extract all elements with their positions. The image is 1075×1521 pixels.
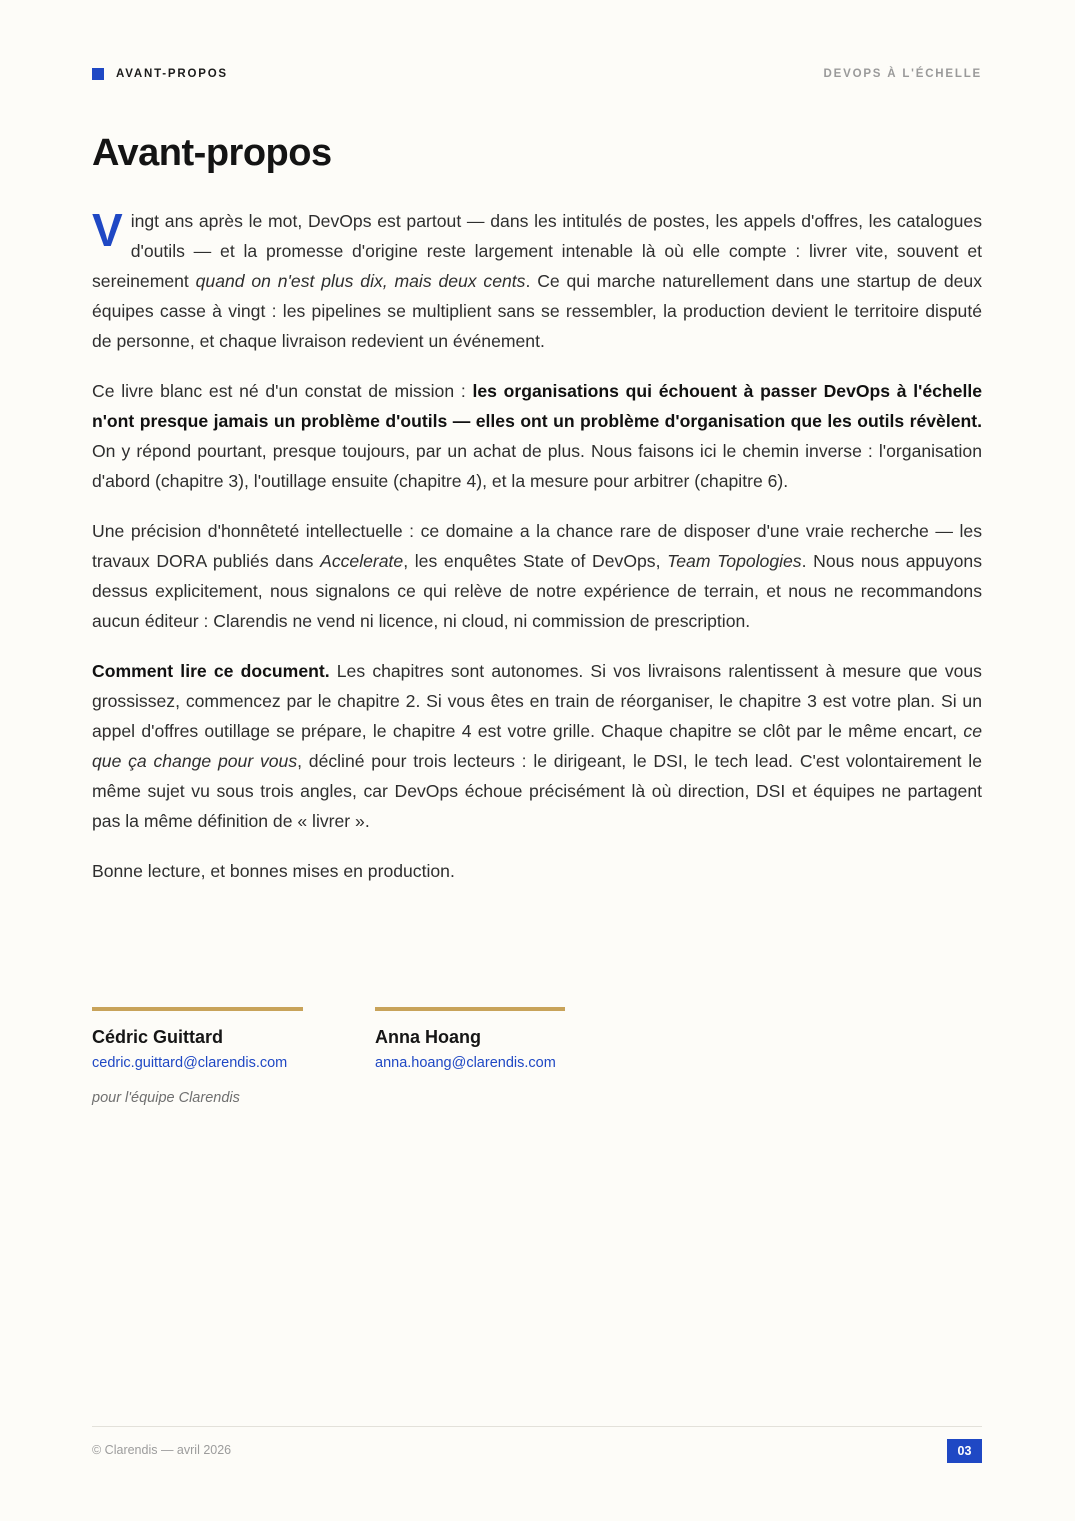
paragraph-thesis [92, 376, 982, 496]
body-text [92, 206, 982, 906]
author-email-link[interactable]: cedric.guittard@clarendis.com [92, 1055, 288, 1071]
author-name: Anna Hoang [375, 1027, 481, 1047]
text-run: ingt ans après le mot, DevOps est partout — dans les intitulés de postes, les appels d'offres, les catalogues d'outils — et la promesse d'origine reste largement intenable là où elle compte : livrer vite, souvent et sereinement [92, 211, 982, 291]
page-header [92, 66, 982, 82]
author-name: Cédric Guittard [92, 1027, 224, 1047]
lead-in: Comment lire ce document. [92, 661, 330, 681]
section-label: AVANT-PROPOS [116, 68, 228, 80]
signature-block [92, 1007, 303, 1073]
text-run: , décliné pour trois lecteurs : le dirigeant, le DSI, le tech lead. C'est volontairement le même sujet vu sous trois angles, car DevOps échoue précisément là où direction, DSI et équipes ne partagent pas la même définition de « livrer ». [92, 751, 982, 831]
paragraph-intro [92, 206, 982, 356]
drop-cap: V [92, 204, 123, 256]
section-marker [92, 68, 104, 80]
signature-rule [375, 1007, 565, 1011]
text-run: , les enquêtes State of DevOps, [403, 551, 668, 571]
text-run: Bonne lecture, et bonnes mises en production. [92, 861, 455, 881]
key-statement: les organisations qui échouent à passer DevOps à l'échelle n'ont presque jamais un problème d'outils — elles ont un problème d'organisation que les outils révèlent. [92, 381, 983, 431]
footer-divider [92, 1426, 982, 1427]
text-run: On y répond pourtant, presque toujours, par un achat de plus. Nous faisons ici le chemin inverse : l'organisation d'abord (chapitre 3), l'outillage ensuite (chapitre 4), et la mesure pour arbitrer (chapitre 6). [92, 441, 982, 491]
text-run: Les chapitres sont autonomes. Si vos livraisons ralentissent à mesure que vous grossissez, commencez par le chapitre 2. Si vous êtes en train de réorganiser, le chapitre 3 est votre plan. Si un appel d'offres outillage se prépare, le chapitre 4 est votre grille. Chaque chapitre se clôt par le même encart, [92, 661, 982, 741]
signature-block [375, 1007, 565, 1073]
emphasis: quand on n'est plus dix, mais deux cents [195, 271, 526, 291]
emphasis: ce que ça change pour vous [92, 721, 982, 771]
text-run: . Nous nous appuyons dessus explicitement, nous signalons ce qui relève de notre expérience de terrain, et nous ne recommandons aucun éditeur : Clarendis ne vend ni licence, ni cloud, ni commission de prescription. [92, 551, 982, 631]
copyright-text: © Clarendis — avril 2026 [92, 1443, 232, 1457]
text-run: . Ce qui marche naturellement dans une startup de deux équipes casse à vingt : les pipelines se multiplient sans se ressembler, la production devient le territoire disputé de personne, et chaque livraison redevient un événement. [92, 271, 982, 351]
document-page [92, 0, 982, 1521]
running-title: DEVOPS À L'ÉCHELLE [823, 68, 982, 80]
signature-rule [92, 1007, 303, 1011]
page-title: Avant-propos [92, 132, 332, 174]
team-note: pour l'équipe Clarendis [92, 1090, 240, 1106]
paragraph-research [92, 516, 982, 636]
book-title-team-topologies: Team Topologies [667, 551, 802, 571]
book-title-accelerate: Accelerate [320, 551, 404, 571]
page-number-badge: 03 [947, 1439, 982, 1463]
text-run: Ce livre blanc est né d'un constat de mission : [92, 381, 473, 401]
paragraph-how-to-read [92, 656, 982, 836]
author-email-link[interactable]: anna.hoang@clarendis.com [375, 1055, 556, 1071]
text-run: Une précision d'honnêteté intellectuelle : ce domaine a la chance rare de disposer d'une vraie recherche — les travaux DORA publiés dans [92, 521, 982, 571]
paragraph-closing [92, 856, 982, 886]
